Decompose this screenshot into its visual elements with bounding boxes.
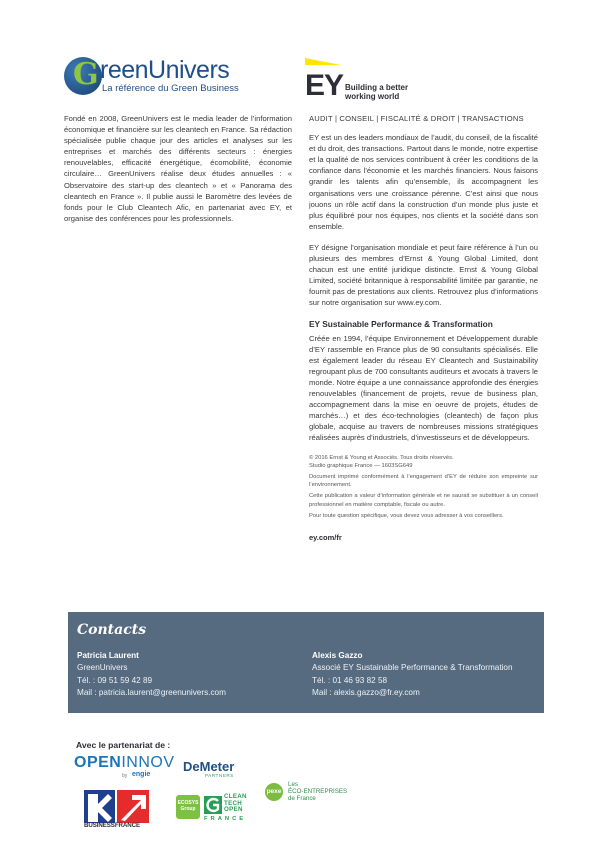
openinnov-by: by (122, 773, 128, 779)
ey-beam-icon (305, 58, 341, 65)
demeter-partners: PARTNERS (205, 773, 234, 778)
ecosys-name: ECOSYS (177, 800, 199, 806)
contact-phone: Tél. : 01 46 93 82 58 (312, 675, 388, 685)
legal-studio: Studio graphique France — 1603SG649 (309, 462, 413, 469)
legal-disclaimer: Cette publication a valeur d’information générale et ne saurait se substituer à un conseil professionnel en matière comptable, fiscale ou autre. (309, 493, 538, 508)
demeter-logo (183, 758, 263, 778)
businessfrance-mark-icon (84, 790, 149, 823)
pexe-line-1: Les (288, 781, 298, 788)
cleantech-france: FRANCE (204, 816, 247, 822)
cleantech-line-1: CLEAN (224, 793, 247, 800)
logo-letter: G (73, 57, 99, 92)
engie-wordmark: engie (132, 771, 151, 778)
contacts-title: Contacts (77, 622, 147, 638)
ey-tagline-line-1: Building a better (345, 83, 409, 92)
greenunivers-description (64, 113, 292, 224)
contact-greenunivers (77, 650, 226, 700)
legal-notice (309, 454, 538, 520)
cleantech-open-logo (204, 794, 250, 824)
businessfrance-wordmark: BUSINESSFRANCE (84, 822, 141, 829)
openinnov-logo (74, 754, 174, 784)
cleantech-line-2: TECH (224, 799, 243, 807)
legal-print: Document imprimé conformément à l’engagement d’EY de réduire son empreinte sur l’environnement. (309, 473, 538, 489)
ey-tagline-line-2: working world (345, 91, 400, 101)
ey-description (309, 113, 538, 543)
legal-advice: Pour toute question spécifique, vous devez vous adresser à vos conseillers. (309, 512, 504, 519)
greenunivers-text: Fondé en 2008, GreenUnivers est le media leader de l’information économique et financière sur les cleantech en France. Sa rédaction spécialisée publie chaque jour des articles et analyses sur les entreprises et marchés des différents secteurs : énergies renouvelables, efficacité énergétique, écomobilité, économie circulaire… GreenUnivers réalise deux études annuelles : « Observatoire des start-up des cleantech » et « Panorama des cleantech en France ». Il publie aussi le Baromètre des levées de fonds pour le Club Cleantech Afic, en partenariat avec EY, et organise des conférences pour les professionnels. (64, 114, 292, 223)
logo-tagline: La référence du Green Business (102, 83, 239, 94)
ey-paragraph-2: EY désigne l’organisation mondiale et peut faire référence à l’un ou plusieurs des membres d’Ernst & Young Global Limited, dont chacun est une entité juridique distincte. Ernst & Young Global Limited, société britannique à responsabilité limitée par garantie, ne fournit pas de prestations aux clients. Retrouvez plus d’informations sur notre organisation sur www.ey.com. (309, 242, 538, 308)
partners-title: Avec le partenariat de : (76, 740, 171, 750)
demeter-name: DeMeter (183, 759, 235, 774)
contact-ey (312, 650, 513, 700)
logo-name: reenUnivers (100, 56, 230, 84)
ey-paragraph-1: EY est un des leaders mondiaux de l’audit, du conseil, de la fiscalité et du droit, des transactions. Partout dans le monde, notre expertise et la qualité de nos services contribuent à créer les conditions de la confiance dans l’économie et les marchés financiers. Nous faisons grandir les talents afin qu’ensemble, ils accompagnent les organisations vers une croissance pérenne. C’est ainsi que nous jouons un rôle actif dans la construction d’un monde plus juste et plus équilibré pour nos équipes, nos clients et la société dans son ensemble. (309, 133, 538, 231)
ecosys-logo (176, 795, 200, 819)
contact-phone: Tél. : 09 51 59 42 89 (77, 675, 153, 685)
ey-tagline (345, 84, 408, 101)
pexe-logo (265, 781, 355, 807)
ey-paragraph-3: Créée en 1994, l’équipe Environnement et Développement durable d’EY rassemble en France plus de 90 consultants spécialisés. Elle est également leader du réseau EY Cleantech and Sustainability regroupant plus de 700 consultants auditeurs et avocats à travers le monde. Notre équipe a une connaissance approfondie des énergies renouvelables (financement de projets, revue de business plan, accompagnement dans la mise en oeuvre de projets, études de marchés…) et des éco-technologies (cleantech) de façon plus globale, acquise au travers de nombreuses missions stratégiques réalisées auprès d’industriels, d’investisseurs et de développeurs. (309, 333, 538, 443)
pexe-line-3: de France (288, 795, 316, 802)
ey-services-line: AUDIT | CONSEIL | FISCALITÉ & DROIT | TRANSACTIONS (309, 114, 524, 123)
businessfrance-logo (84, 790, 150, 830)
ey-logo (305, 58, 425, 104)
ey-subheading: EY Sustainable Performance & Transformation (309, 318, 493, 329)
ey-letters: EY (305, 69, 344, 102)
contact-email[interactable]: Mail : alexis.gazzo@fr.ey.com (312, 688, 420, 698)
pexe-mark-icon: pexe (265, 783, 283, 801)
contact-org: Associé EY Sustainable Performance & Transformation (312, 663, 513, 673)
contact-org: GreenUnivers (77, 663, 128, 673)
contacts-panel (68, 612, 544, 713)
pexe-wordmark (288, 781, 347, 802)
pexe-line-2: ÉCO-ENTREPRISES (288, 788, 348, 795)
openinnov-open: OPEN (74, 754, 122, 771)
contact-name: Alexis Gazzo (312, 651, 363, 660)
ey-website-link[interactable]: ey.com/fr (309, 532, 342, 542)
greenunivers-logo (64, 56, 244, 96)
contact-email[interactable]: Mail : patricia.laurent@greenunivers.com (77, 688, 226, 698)
cleantech-wordmark (224, 794, 247, 814)
openinnov-innov: INNOV (121, 754, 175, 771)
contact-name: Patricia Laurent (77, 651, 139, 660)
legal-copyright: © 2016 Ernst & Young et Associés. Tous droits réservés. (309, 454, 454, 461)
cleantech-mark-icon (204, 796, 222, 814)
ecosys-group: Group (180, 806, 196, 812)
cleantech-line-3: OPEN (224, 806, 243, 814)
